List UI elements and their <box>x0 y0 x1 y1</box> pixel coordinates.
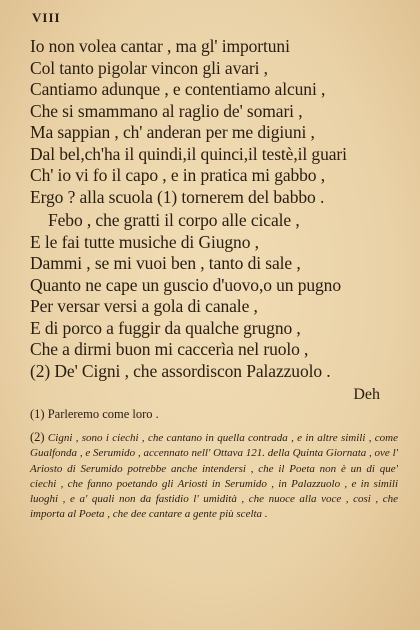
verse-line: Che si smammano al raglio de' somari , <box>30 100 303 121</box>
verse-line: Dal bel,ch'ha il quindi,il quinci,il testè,il guari <box>30 143 347 164</box>
verse-line: Ma sappian , ch' anderan per me digiuni , <box>30 122 315 142</box>
verse-line: Io non volea cantar , ma gl' importuni <box>30 36 290 56</box>
verse-line: E le fai tutte musiche di Giugno , <box>30 231 259 252</box>
stanza-2 <box>30 210 400 382</box>
verse-line: Dammi , se mi vuoi ben , tanto di sale , <box>30 253 301 273</box>
verse-line: Quanto ne cape un guscio d'uovo,o un pugno <box>30 274 341 295</box>
page-number: VIII <box>32 10 61 25</box>
verse-line: Febo , che gratti il corpo alle cicale , <box>48 210 300 230</box>
footnote-2 <box>30 430 398 523</box>
footnote-2-text: Cigni , sono i ciechi , che cantano in quella contrada , e in altre simili , come Gualfonda , e Serumido , accennato nell' Ottava 121. della Quinta Giornata , ove l' Ariosto di Serumido potrebbe anche intendersi , che il Poeta non è un di que' ciechi , che fanno poetando gli Ariosti in Serumido , in Palazzuolo , e in simili luoghi , e a' quali non da fastidio l' umidità , che nuoce alla voce , cosi , che importa al Poeta , che dee cantare a gente più scelta . <box>30 432 399 521</box>
verse-line: Che a dirmi buon mi caccerìa nel ruolo , <box>30 339 309 359</box>
footnotes <box>30 406 398 523</box>
verse-line: Ergo ? alla scuola (1) tornerem del babbo . <box>30 186 325 207</box>
footnote-1: (1) Parleremo come loro . <box>30 407 159 421</box>
verse-line: Ch' io vi fo il capo , e in pratica mi gabbo , <box>30 165 326 185</box>
verse-line: Col tanto pigolar vincon gli avari , <box>30 57 268 78</box>
verse-line: (2) De' Cigni , che assordiscon Palazzuolo . <box>30 360 331 381</box>
catchword: Deh <box>353 386 380 403</box>
stanza-1 <box>30 36 400 208</box>
verse-line: Cantiamo adunque , e contentiamo alcuni , <box>30 79 326 99</box>
verse-line: Per versar versi a gola di canale , <box>30 296 258 316</box>
verse-line: E di porco a fuggir da qualche grugno , <box>30 317 301 338</box>
footnote-2-marker: (2) <box>30 430 45 444</box>
